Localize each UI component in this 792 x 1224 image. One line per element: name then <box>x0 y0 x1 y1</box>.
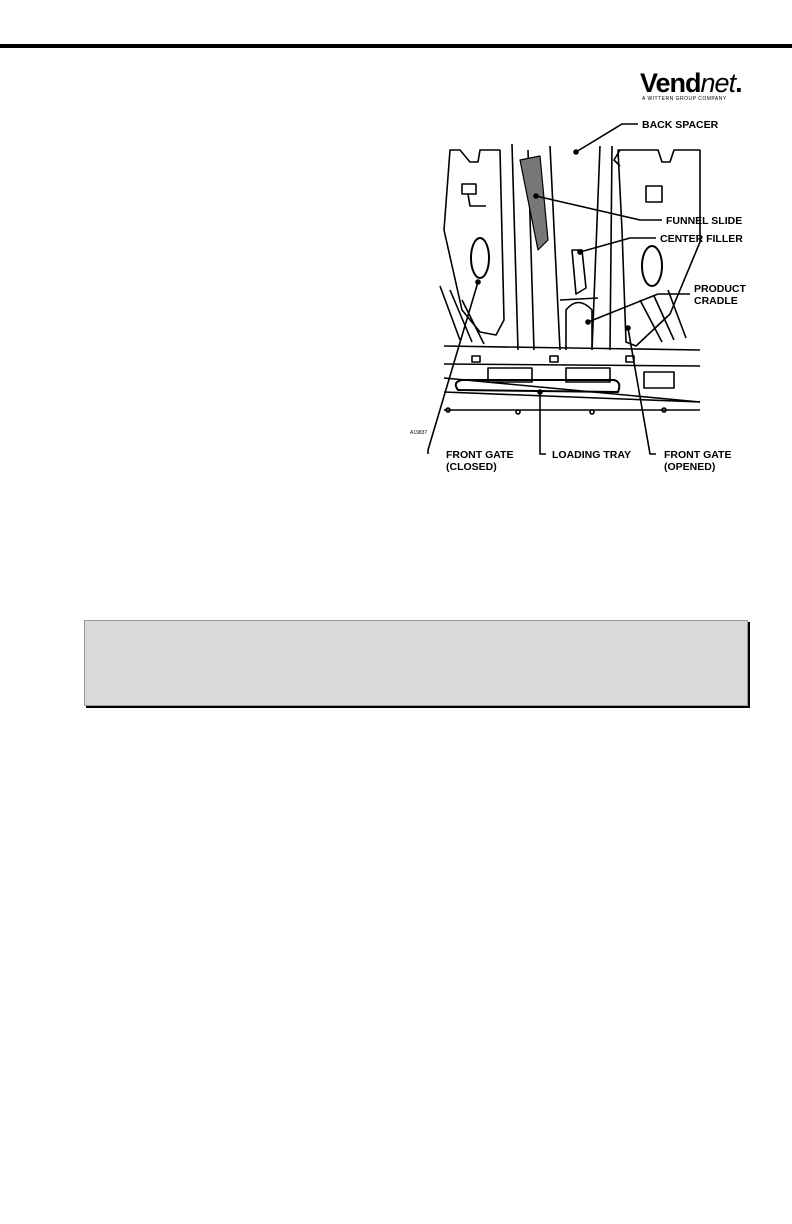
vendnet-logo <box>640 70 756 106</box>
callout-front-gate-opened-line2: (OPENED) <box>664 461 716 473</box>
dispenser-illustration <box>400 110 760 490</box>
dispenser-figure <box>400 110 760 490</box>
logo-word-bold: Vend <box>640 68 701 98</box>
callout-front-gate-closed-line2: (CLOSED) <box>446 461 497 473</box>
callout-back-spacer: BACK SPACER <box>642 119 719 131</box>
note-box <box>84 620 748 706</box>
callout-front-gate-opened-line1: FRONT GATE <box>664 449 732 461</box>
callout-loading-tray: LOADING TRAY <box>552 449 631 461</box>
line-drawing <box>428 124 700 454</box>
callout-product-cradle-line1: PRODUCT <box>694 283 746 295</box>
top-rule <box>0 44 792 48</box>
logo-word-italic: net <box>700 68 736 98</box>
logo-wordmark <box>640 70 756 96</box>
callout-product-cradle-line2: CRADLE <box>694 295 738 307</box>
callout-front-gate-closed-line1: FRONT GATE <box>446 449 514 461</box>
logo-tagline: A WITTERN GROUP COMPANY <box>642 96 727 102</box>
figure-id: A19837 <box>410 430 428 436</box>
callout-center-filler: CENTER FILLER <box>660 233 743 245</box>
logo-mark: . <box>735 68 742 98</box>
callout-funnel-slide: FUNNEL SLIDE <box>666 215 743 227</box>
